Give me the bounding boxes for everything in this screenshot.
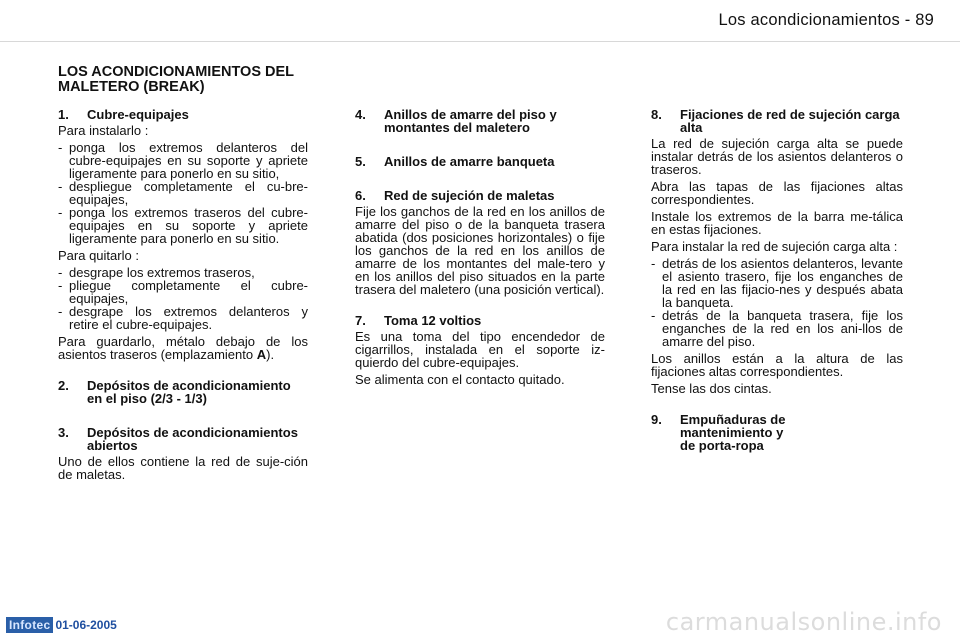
red-sujecion-text: Fije los ganchos de la red en los anillos de amarre del piso o de la banqueta trasera abatida (dos posiciones horizontales) o fije los ganchos de la red en los anillos de amarre de los montantes del male-tero y en los anillos del piso situados en la parte trasera del maletero (una posición vertical). xyxy=(355,204,605,297)
toma-text-2: Se alimenta con el contacto quitado. xyxy=(355,372,565,387)
heading-depositos-piso: 2. Depósitos de acondicionamiento en el piso (2/3 - 1/3) xyxy=(58,378,291,406)
list-item: - detrás de los asientos delanteros, levante el asiento trasero, fije los enganches de la red en las fijacio-nes y después abata la banqueta. xyxy=(651,257,903,309)
page-header-title: Los acondicionamientos - 89 xyxy=(718,11,934,29)
heading-toma-12v: 7. Toma 12 voltios xyxy=(355,313,482,328)
paragraph: Para instalar la red de sujeción carga alta : xyxy=(651,239,898,254)
heading-anillos-piso: 4. Anillos de amarre del piso y montantes del maletero xyxy=(355,107,557,135)
paragraph: La red de sujeción carga alta se puede instalar detrás de los asientos delanteros o traseros. xyxy=(651,136,903,177)
column-2 xyxy=(355,108,605,390)
header-divider xyxy=(0,41,960,42)
heading-depositos-abiertos: 3. Depósitos de acondicionamientos abiertos xyxy=(58,425,298,453)
heading-anillos-banqueta: 5. Anillos de amarre banqueta xyxy=(355,154,555,169)
page-footer xyxy=(6,617,117,633)
page-header xyxy=(0,0,960,40)
watermark: carmanualsonline.info xyxy=(665,608,942,636)
heading-empunaduras: 9. Empuñaduras de mantenimiento y de porta-ropa xyxy=(651,412,786,453)
list-item: - ponga los extremos delanteros del cubre-equipajes en su soporte y apriete ligeramente para ponerlo en su sitio, xyxy=(58,141,308,180)
heading-cubre-equipajes: 1. Cubre-equipajes xyxy=(58,107,189,122)
paragraph: Instale los extremos de la barra me-tálica en estas fijaciones. xyxy=(651,209,903,237)
store-paragraph: Para guardarlo, métalo debajo de los asientos traseros (emplazamiento A). xyxy=(58,334,308,362)
list-item: - ponga los extremos traseros del cubre-equipajes en su soporte y apriete ligeramente para ponerlo en su sitio. xyxy=(58,206,308,245)
list-item: - detrás de la banqueta trasera, fije los enganches de la red en los ani-llos de amarre del piso. xyxy=(651,309,903,348)
heading-fijaciones-red: 8. Fijaciones de red de sujeción carga alta xyxy=(651,107,900,135)
carga-alta-steps xyxy=(651,257,903,348)
column-3 xyxy=(651,108,903,455)
location-letter: A xyxy=(256,347,267,362)
list-item: - desgrape los extremos traseros, xyxy=(58,266,308,279)
section-title: LOS ACONDICIONAMIENTOS DEL MALETERO (BREAK) xyxy=(58,64,294,95)
install-label: Para instalarlo : xyxy=(58,123,149,138)
paragraph: Abra las tapas de las fijaciones altas correspondientes. xyxy=(651,179,903,207)
heading-red-sujecion: 6. Red de sujeción de maletas xyxy=(355,188,555,203)
infotec-logo: Infotec xyxy=(6,617,53,633)
depositos-text: Uno de ellos contiene la red de suje-ción de maletas. xyxy=(58,454,308,482)
list-item: - pliegue completamente el cubre-equipajes, xyxy=(58,279,308,305)
toma-text-1: Es una toma del tipo encendedor de cigarrillos, instalada en el soporte iz-quierdo del cubre-equipajes. xyxy=(355,329,605,370)
list-item: - despliegue completamente el cu-bre-equipajes, xyxy=(58,180,308,206)
remove-steps xyxy=(58,266,308,331)
list-item: - desgrape los extremos delanteros y retire el cubre-equipajes. xyxy=(58,305,308,331)
footer-date: 01-06-2005 xyxy=(55,618,117,632)
remove-label: Para quitarlo : xyxy=(58,248,139,263)
install-steps xyxy=(58,141,308,245)
paragraph: Los anillos están a la altura de las fijaciones altas correspondientes. xyxy=(651,351,903,379)
paragraph: Tense las dos cintas. xyxy=(651,381,772,396)
column-1 xyxy=(58,108,308,485)
